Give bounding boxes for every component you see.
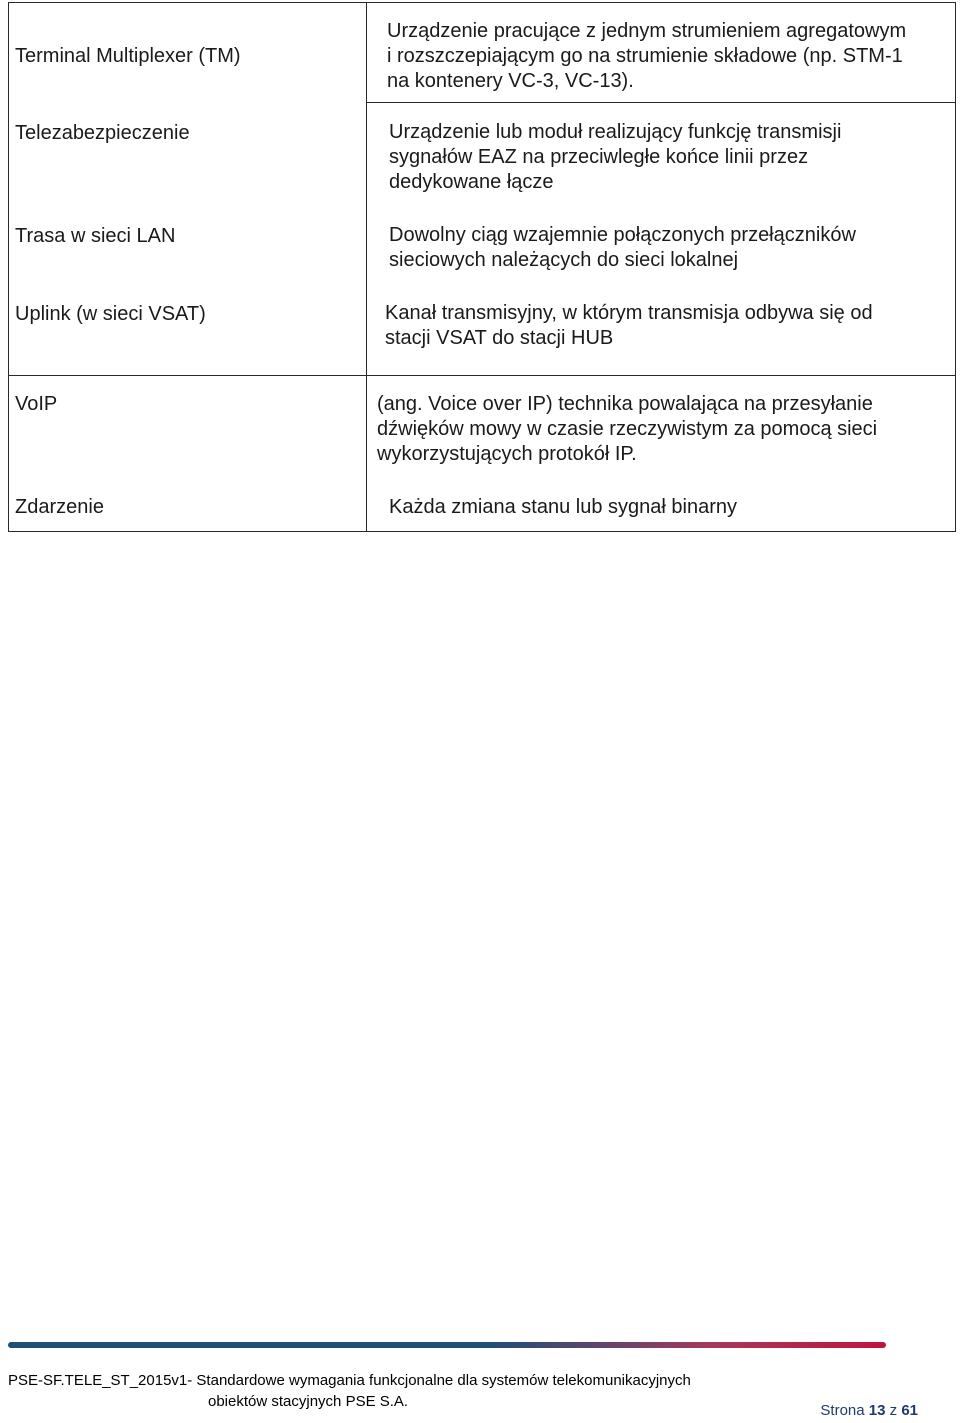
- term-zdarzenie: Zdarzenie: [15, 496, 104, 518]
- definition-line: Kanał transmisyjny, w którym transmisja odbywa się od: [385, 302, 873, 324]
- footer-divider: [8, 1342, 886, 1348]
- footer-line-2: obiektów stacyjnych PSE S.A.: [208, 1393, 409, 1410]
- glossary-table: [8, 2, 956, 532]
- definition-voip: [367, 376, 955, 467]
- glossary-group-2: [9, 376, 956, 532]
- definition-line: Dowolny ciąg wzajemnie połączonych przełączników: [389, 224, 856, 246]
- definition-line: Urządzenie lub moduł realizujący funkcję transmisji: [389, 121, 842, 143]
- definition-line: i rozszczepiającym go na strumienie składowe (np. STM-1: [387, 45, 903, 67]
- definition-uplink: [367, 273, 955, 351]
- definition-line: wykorzystujących protokół IP.: [377, 443, 637, 465]
- definition-telezabezpieczenie: [367, 103, 955, 195]
- definition-cell: [367, 3, 956, 376]
- page-number: [820, 1402, 918, 1419]
- definition-line: stacji VSAT do stacji HUB: [385, 327, 614, 349]
- footer-document-title: [8, 1370, 768, 1412]
- term-tm: Terminal Multiplexer (TM): [15, 45, 241, 67]
- term-cell: [9, 376, 367, 532]
- definition-line: sieciowych należących do sieci lokalnej: [389, 249, 739, 271]
- definition-tm-box: [367, 3, 955, 103]
- page-current: 13: [868, 1402, 886, 1419]
- definition-line: dedykowane łącze: [389, 171, 554, 193]
- definition-zdarzenie: [367, 467, 955, 520]
- footer-line-1: PSE-SF.TELE_ST_2015v1- Standardowe wymagania funkcjonalne dla systemów telekomunikacyjnych: [8, 1372, 691, 1389]
- page-separator: z: [885, 1402, 902, 1419]
- definition-line: Każda zmiana stanu lub sygnał binarny: [389, 496, 737, 518]
- term-telezabezpieczenie: Telezabezpieczenie: [15, 122, 190, 144]
- page-total: 61: [901, 1402, 918, 1419]
- term-trasa-lan: Trasa w sieci LAN: [15, 225, 176, 247]
- definition-line: dźwięków mowy w czasie rzeczywistym za pomocą sieci: [377, 418, 878, 440]
- definition-tm: [367, 19, 955, 94]
- definition-line: na kontenery VC-3, VC-13).: [387, 70, 634, 92]
- definition-trasa-lan: [367, 195, 955, 273]
- term-uplink: Uplink (w sieci VSAT): [15, 303, 206, 325]
- glossary-group-1: [9, 3, 956, 376]
- term-cell: [9, 3, 367, 376]
- definition-cell: [367, 376, 956, 532]
- definition-line: sygnałów EAZ na przeciwległe końce linii przez: [389, 146, 809, 168]
- page-prefix: Strona: [820, 1402, 869, 1419]
- definition-line: (ang. Voice over IP) technika powalająca na przesyłanie: [377, 393, 873, 415]
- term-voip: VoIP: [15, 393, 58, 415]
- definition-line: Urządzenie pracujące z jednym strumieniem agregatowym: [387, 20, 907, 42]
